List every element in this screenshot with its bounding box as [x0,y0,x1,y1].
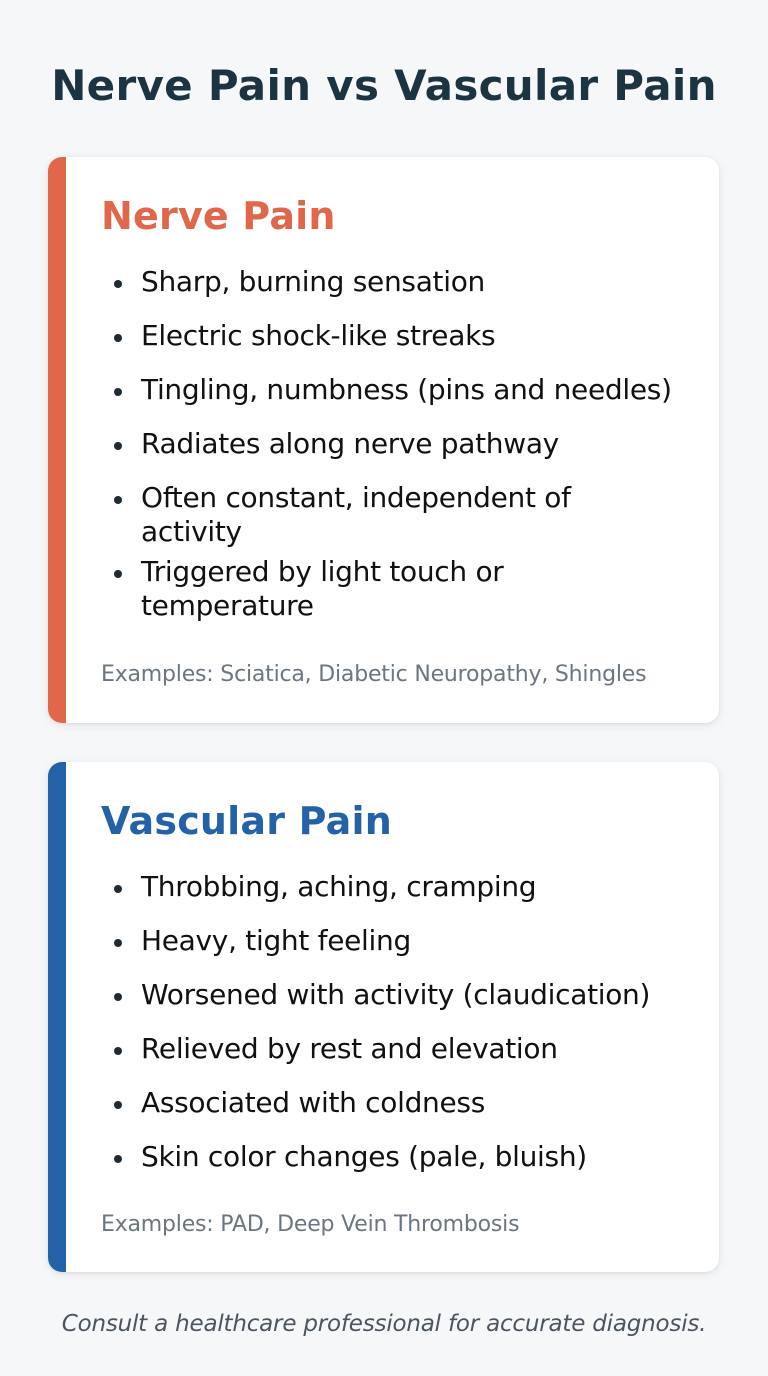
list-item [111,555,561,623]
nerve-pain-heading: Nerve Pain [101,194,336,238]
page-title: Nerve Pain vs Vascular Pain [51,61,717,110]
list-item [111,427,719,461]
list-item [111,1140,719,1174]
symptom-text: Heavy, tight feeling [141,924,411,957]
vascular-symptom-list [111,870,719,1194]
symptom-text: Sharp, burning sensation [141,265,485,298]
bullet-icon [114,388,122,396]
symptom-text: Skin color changes (pale, bluish) [141,1140,587,1173]
list-item [111,1086,719,1120]
symptom-text: Worsened with activity (claudication) [141,978,651,1011]
bullet-icon [114,1101,122,1109]
bullet-icon [114,280,122,288]
nerve-accent-bar [48,157,66,723]
vascular-examples: Examples: PAD, Deep Vein Thrombosis [101,1212,520,1237]
bullet-icon [114,1047,122,1055]
vascular-pain-card [48,762,719,1272]
list-item [111,373,719,407]
disclaimer: Consult a healthcare professional for accurate diagnosis. [61,1311,707,1337]
symptom-text: Relieved by rest and elevation [141,1032,558,1065]
list-item [111,265,719,299]
list-item [111,978,719,1012]
bullet-icon [114,939,122,947]
vascular-pain-heading: Vascular Pain [101,799,392,843]
bullet-icon [114,334,122,342]
nerve-symptom-list [111,265,719,643]
bullet-icon [114,885,122,893]
symptom-text: Throbbing, aching, cramping [141,870,537,903]
vascular-accent-bar [48,762,66,1272]
bullet-icon [114,570,122,578]
list-item [111,481,621,549]
nerve-pain-card [48,157,719,723]
nerve-examples: Examples: Sciatica, Diabetic Neuropathy, Shingles [101,662,647,687]
bullet-icon [114,442,122,450]
list-item [111,924,719,958]
list-item [111,1032,719,1066]
symptom-text: Triggered by light touch or temperature [141,555,504,622]
bullet-icon [114,496,122,504]
symptom-text: Tingling, numbness (pins and needles) [141,373,672,406]
symptom-text: Associated with coldness [141,1086,486,1119]
bullet-icon [114,993,122,1001]
list-item [111,870,719,904]
symptom-text: Often constant, independent of activity [141,481,571,548]
symptom-text: Electric shock-like streaks [141,319,496,352]
bullet-icon [114,1155,122,1163]
symptom-text: Radiates along nerve pathway [141,427,559,460]
list-item [111,319,719,353]
